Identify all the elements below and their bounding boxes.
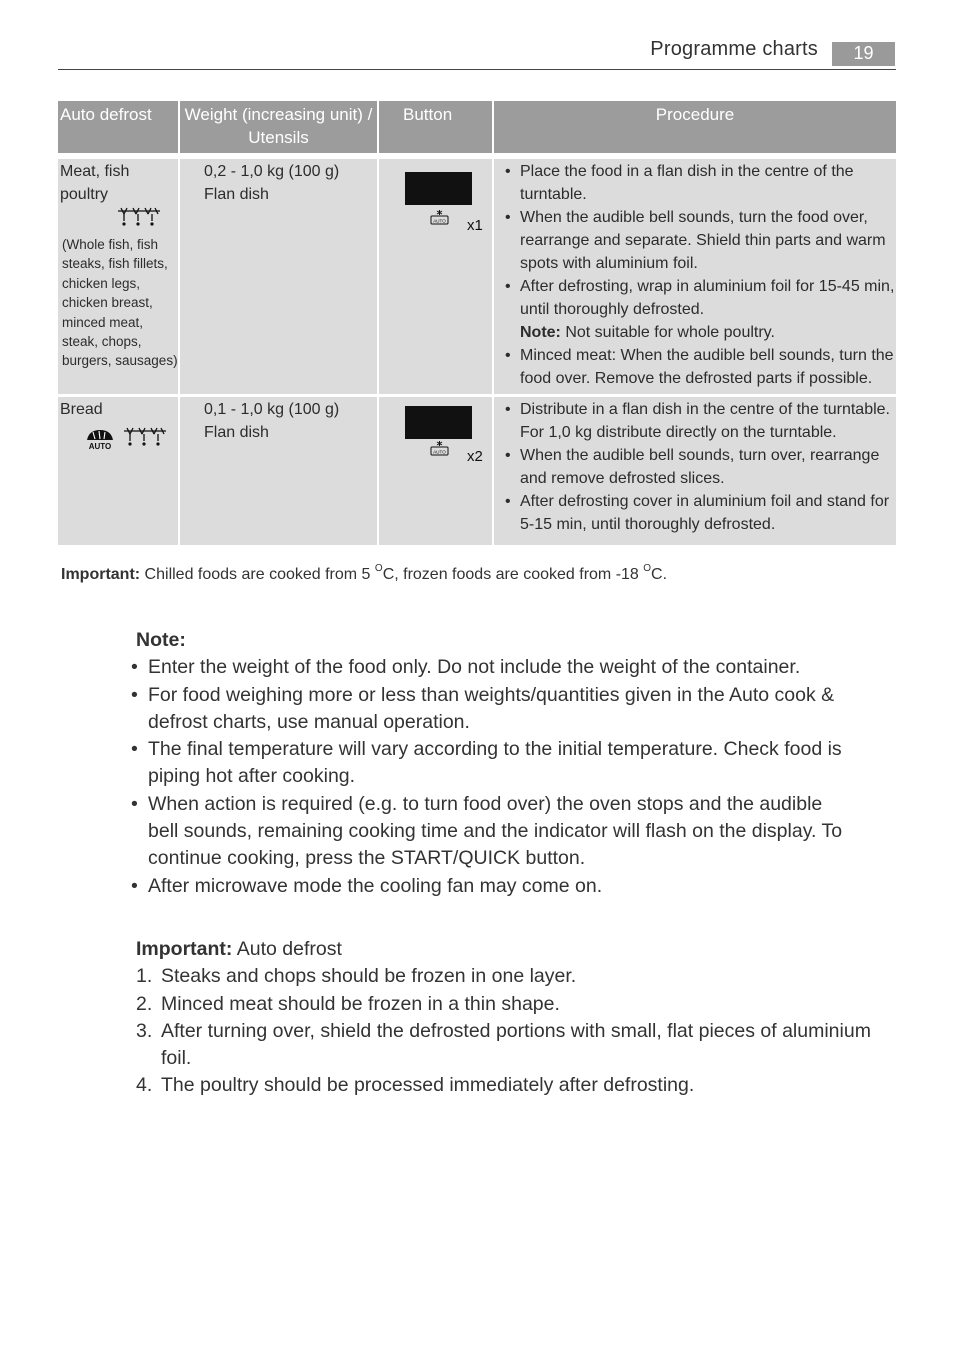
list-text: Steaks and chops should be frozen in one layer.: [161, 965, 577, 988]
list-text: The poultry should be processed immediately after defrosting.: [161, 1074, 695, 1097]
list-text: Minced meat should be frozen in a thin shape.: [161, 992, 560, 1015]
column-header-button: Button: [379, 101, 494, 153]
note-title: Note:: [136, 629, 186, 651]
auto-defrost-table: [58, 101, 896, 545]
important-auto-defrost-heading: [136, 936, 886, 963]
table-row: [58, 397, 896, 545]
procedure-step: • When the audible bell sounds, turn over, rearrange and remove defrosted slices.: [505, 444, 896, 490]
important-auto-defrost-section: [136, 936, 886, 1100]
page-section-title: Programme charts: [650, 38, 818, 60]
important-temperature-note: [61, 563, 667, 584]
list-text: After turning over, shield the defrosted portions with small, flat pieces of aluminium foil.: [161, 1019, 871, 1070]
procedure-cell: [494, 159, 896, 394]
food-cell: [58, 159, 180, 394]
procedure-step: • After defrosting, wrap in aluminium foil for 15-45 min, until thoroughly defrosted.: [505, 275, 896, 321]
header-divider: [58, 69, 896, 70]
note-item: • When action is required (e.g. to turn food over) the oven stops and the audible bell sounds, remaining cooking time and the indicator will flash on the display. To continue cooking, press the START/QUICK button.: [131, 791, 851, 873]
auto-defrost-button-icon: [430, 209, 449, 225]
food-detail: (Whole fish, fish steaks, fish fillets, chicken legs, chicken breast, minced meat, steak, chops, burgers, sausages): [62, 237, 178, 369]
column-header-auto-defrost: Auto defrost: [58, 101, 180, 153]
note-item: • For food weighing more or less than weights/quantities given in the Auto cook & defrost charts, use manual operation.: [131, 682, 851, 737]
important-label: Important:: [61, 566, 141, 583]
button-press-count: x2: [467, 448, 483, 465]
bread-icon: [84, 428, 116, 450]
display-panel: [405, 406, 472, 439]
column-header-procedure: Procedure: [494, 101, 896, 153]
food-name: Bread: [60, 401, 103, 418]
procedure-step: • Place the food in a flan dish in the centre of the turntable.: [505, 160, 896, 206]
food-icons: [60, 425, 178, 459]
degree-sign: O: [374, 563, 383, 574]
important-text: C.: [651, 566, 668, 583]
svg-text:AUTO: AUTO: [88, 442, 112, 450]
display-panel: [405, 172, 472, 205]
weight-cell: [180, 159, 379, 394]
list-number: 2.: [136, 992, 153, 1015]
note-item: • After microwave mode the cooling fan may come on.: [131, 873, 851, 900]
defrost-icon: [122, 427, 168, 447]
list-number: 1.: [136, 965, 153, 988]
procedure-step: • Distribute in a flan dish in the centre of the turntable. For 1,0 kg distribute directly on the turntable.: [505, 398, 896, 444]
important-title: Auto defrost: [232, 938, 342, 960]
table-row: [58, 159, 896, 394]
utensil: Flan dish: [204, 424, 269, 441]
list-item: [136, 1072, 886, 1099]
list-item: [136, 963, 886, 990]
page-number: 19: [832, 42, 895, 66]
degree-sign: O: [643, 563, 652, 574]
auto-defrost-button-icon: [430, 440, 449, 456]
list-number: 4.: [136, 1074, 153, 1097]
note-item: • The final temperature will vary according to the initial temperature. Check food is piping hot after cooking.: [131, 736, 851, 791]
food-name: Meat, fish poultry: [60, 163, 130, 203]
note-section: [131, 627, 851, 900]
button-cell: [379, 159, 494, 394]
procedure-cell: [494, 397, 896, 545]
procedure-note: [505, 321, 896, 344]
column-header-weight: Weight (increasing unit) / Utensils: [180, 101, 379, 153]
weight-range: 0,1 - 1,0 kg (100 g): [204, 401, 340, 418]
button-cell: [379, 397, 494, 545]
important-text: C, frozen foods are cooked from -18: [382, 566, 644, 583]
button-press-count: x1: [467, 217, 483, 234]
weight-cell: [180, 397, 379, 545]
svg-text:AUTO: AUTO: [433, 218, 446, 224]
list-number: 3.: [136, 1019, 153, 1042]
procedure-step: • Minced meat: When the audible bell sounds, turn the food over. Remove the defrosted parts if possible.: [505, 344, 896, 390]
svg-text:AUTO: AUTO: [433, 449, 446, 455]
important-label: Important:: [136, 938, 233, 960]
table-header-row: [58, 101, 896, 153]
weight-range: 0,2 - 1,0 kg (100 g): [204, 163, 340, 180]
defrost-meat-icon: [116, 207, 162, 227]
note-item: • Enter the weight of the food only. Do not include the weight of the container.: [131, 654, 851, 681]
list-item: [136, 1018, 886, 1073]
important-text: Chilled foods are cooked from 5: [140, 566, 375, 583]
list-item: [136, 991, 886, 1018]
food-cell: [58, 397, 180, 545]
procedure-step: • When the audible bell sounds, turn the food over, rearrange and separate. Shield thin parts and warm spots with aluminium foil.: [505, 206, 896, 275]
note-text: Not suitable for whole poultry.: [560, 324, 775, 341]
procedure-step: • After defrosting cover in aluminium foil and stand for 5-15 min, until thoroughly defrosted.: [505, 490, 896, 536]
utensil: Flan dish: [204, 186, 269, 203]
note-label: Note:: [520, 324, 561, 341]
